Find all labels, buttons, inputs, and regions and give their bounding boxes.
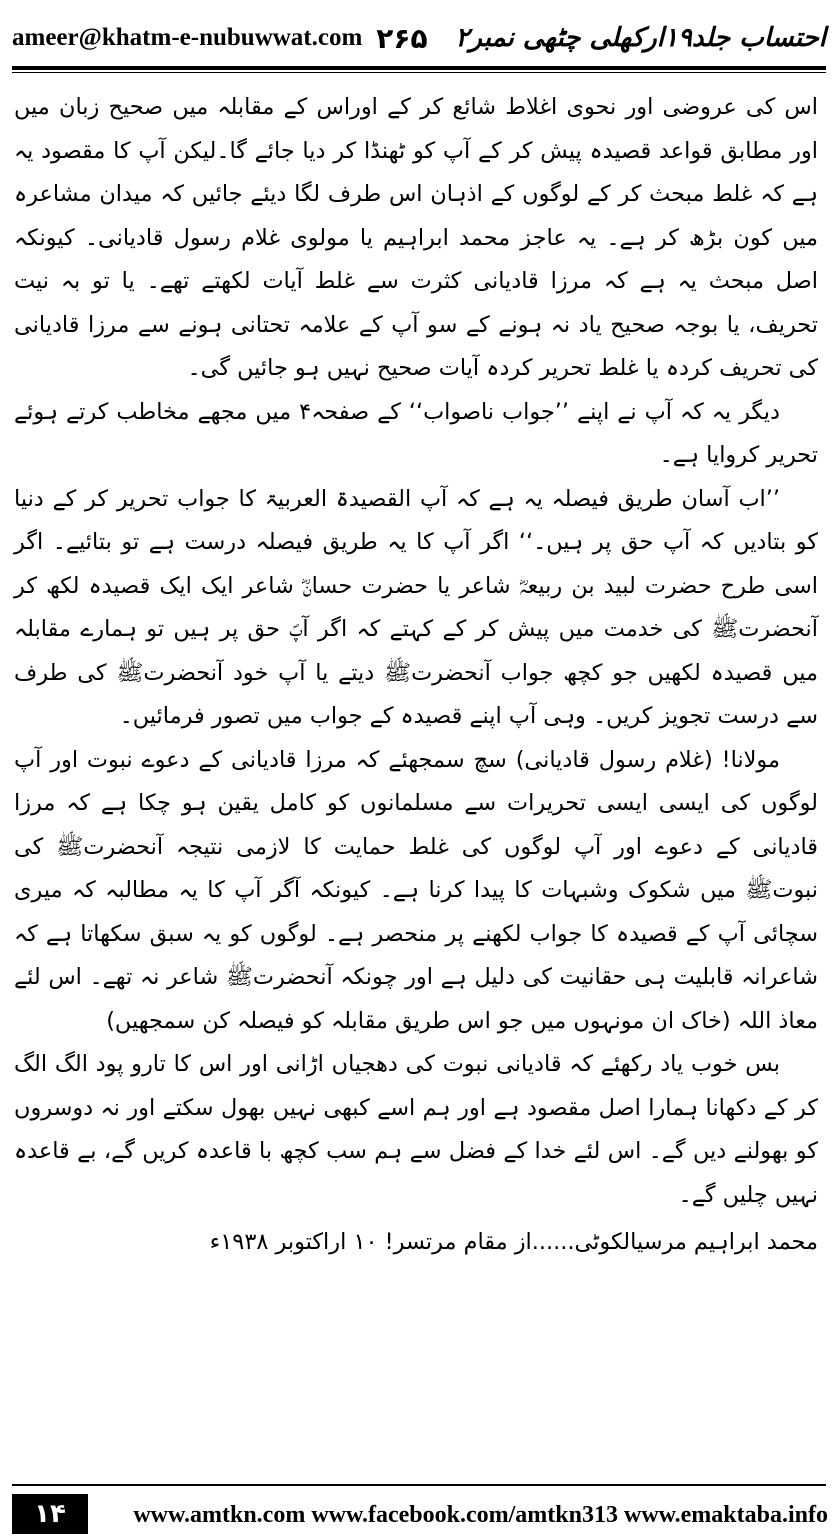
footer-page-number: ۱۴: [12, 1494, 88, 1534]
paragraph-3-quote: ’’اب آسان طریق فیصلہ یہ ہے کہ آپ القصیدۃ العربیۃ کا جواب تحریر کر کے دنیا کو بتادیں کہ آپ حق پر ہیں۔‘‘ اگر آپ کا یہ طریق فیصلہ درست ہے تو بتائیے۔ اگر اسی طرح حضرت لبید بن ربیعہؓ شاعر یا حضرت حسانؓ شاعر ایک ایک قصیدہ لکھ کر آنحضرتﷺ کی خدمت میں پیش کر کے کہتے کہ اگر آپؐ حق پر ہیں تو ہمارے مقابلہ میں قصیدہ لکھیں جو کچھ جواب آنحضرتﷺ دیتے یا آپ خود آنحضرتﷺ کی طرف سے درست تجویز کریں۔ وہی آپ اپنے قصیدہ کے جواب میں تصور فرمائیں۔: [14, 485, 818, 729]
header-email: ameer@khatm-e-nubuwwat.com: [12, 24, 363, 51]
signature-line: محمد ابراہیم مرسیالکوٹی......از مقام مرتسر! ۱۰ اراکتوبر ۱۹۳۸ء: [209, 1229, 818, 1255]
page-header: [12, 14, 826, 62]
header-rule-thin: [12, 72, 826, 73]
page-body: [14, 86, 818, 1426]
footer-rule: [12, 1484, 826, 1486]
footer-link-emaktaba[interactable]: www.emaktaba.info: [623, 1501, 828, 1528]
paragraph-5: بس خوب یاد رکھئے کہ قادیانی نبوت کی دھجیاں اڑانی اور اس کا تارو پود الگ الگ کر کے دکھانا ہمارا اصل مقصود ہے اور ہم اسے کبھی نہیں بھول سکتے اور نہ دوسروں کو بھولنے دیں گے۔ اس لئے خدا کے فضل سے ہم سب کچھ با قاعدہ کریں گے، بے قاعدہ نہیں چلیں گے۔: [14, 1051, 818, 1208]
footer-link-facebook[interactable]: www.facebook.com/amtkn313: [311, 1501, 618, 1528]
paragraph-2: دیگر یہ کہ آپ نے اپنے ’’جواب ناصواب‘‘ کے صفحہ۴ میں مجھے مخاطب کرتے ہوئے تحریر کروایا ہے۔: [14, 398, 818, 468]
footer-links: [96, 1496, 828, 1534]
header-page-number: ۲۶۵: [376, 21, 428, 55]
header-left: [12, 22, 428, 55]
footer-link-amtkn[interactable]: www.amtkn.com: [133, 1501, 306, 1528]
paragraph-4: مولانا! (غلام رسول قادیانی) سچ سمجھئے کہ مرزا قادیانی کے دعوے نبوت اور آپ لوگوں کی ایسی ایسی تحریرات سے مسلمانوں کو کامل یقین ہو چکا ہے کہ مرزا قادیانی کے دعوے اور آپ لوگوں کی غلط حمایت کا لازمی نتیجہ آنحضرتﷺ کی نبوتﷺ میں شکوک وشبہات کا پیدا کرنا ہے۔ کیونکہ آگر آپ کا یہ مطالبہ کہ میری سچائی آپ کے قصیدہ کا جواب لکھنے پر منحصر ہے۔ لوگوں کو یہ سبق سکھاتا ہے کہ شاعرانہ قابلیت ہی حقانیت کی دلیل ہے اور چونکہ آنحضرتﷺ شاعر نہ تھے۔ اس لئے معاذ اللہ (خاک ان مونہوں میں جو اس طریق مقابلہ کو فیصلہ کن سمجھیں): [14, 746, 818, 1034]
paragraph-1: اس کی عروضی اور نحوی اغلاط شائع کر کے اوراس کے مقابلہ میں صحیح زبان میں اور مطابق قواعد قصیدہ پیش کر کے آپ کو ٹھنڈا کر دیا جائے گا۔لیکن آپ کا مقصود یہ ہے کہ غلط مبحث کر کے لوگوں کے اذہان اس طرف لگا دیئے جائیں کہ میدان مشاعرہ میں کون بڑھ کر ہے۔ یہ عاجز محمد ابراہیم یا مولوی غلام رسول قادیانی۔ کیونکہ اصل مبحث یہ ہے کہ مرزا قادیانی کثرت سے غلط آیات لکھتے تھے۔ یا تو بہ نیت تحریف، یا بوجہ صحیح یاد نہ ہونے کے سو آپ کے علامہ تحتانی ہونے سے مرزا قادیانی کی تحریف کردہ یا غلط تحریر کردہ آیات صحیح نہیں ہو جائیں گی۔: [14, 94, 818, 381]
header-rule: [12, 66, 826, 70]
header-volume-title: احتساب جلد۱۹ارکھلی چٹھی نمبر۲: [455, 23, 826, 53]
